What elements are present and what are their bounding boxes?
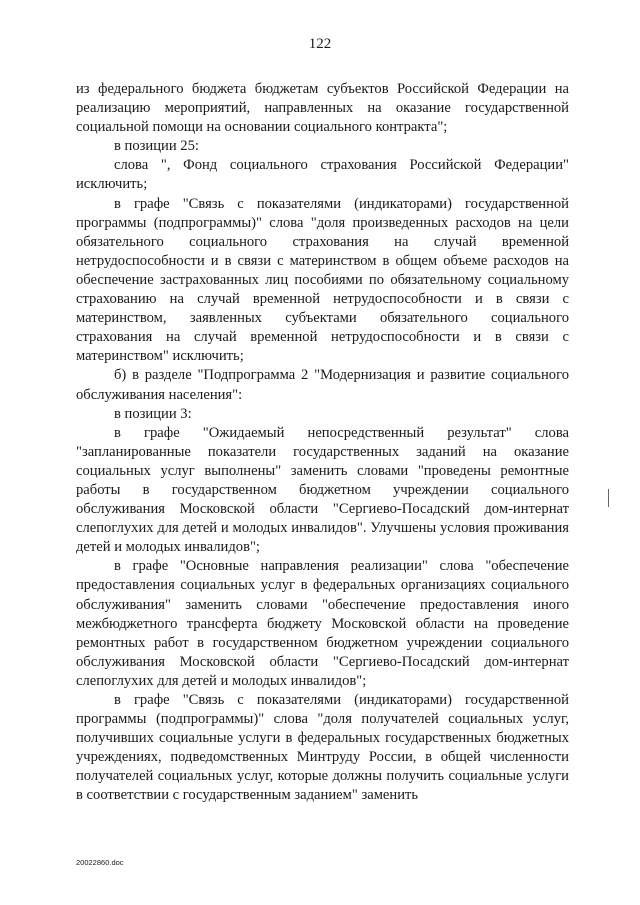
paragraph: в позиции 3: — [114, 405, 192, 422]
paragraph: в позиции 25: — [114, 138, 199, 155]
footer-filename: 20022860.doc — [76, 858, 124, 867]
paragraph: б) в разделе "Подпрограмма 2 "Модернизация и развитие социального обслуживания населения": — [76, 367, 569, 403]
paragraph: в графе "Связь с показателями (индикаторами) государственной программы (подпрограммы)" слова "доля получателей социальных услуг, получивших социальные услуги в федеральных государственных бюджетных учреждениях, подведомственных Минтруду России, в общей численности получателей социальных услуг, которые должны получить социальные услуги в соответствии с государственным заданием" заменить — [76, 692, 569, 804]
paragraph: слова ", Фонд социального страхования Российской Федерации" исключить; — [76, 157, 569, 193]
paragraph: из федерального бюджета бюджетам субъектов Российской Федерации на реализацию мероприятий, направленных на оказание государственной социальной помощи на основании социального контракта"; — [76, 81, 569, 136]
document-body — [76, 80, 569, 806]
margin-mark — [608, 489, 609, 507]
paragraph: в графе "Ожидаемый непосредственный результат" слова "запланированные показатели государственных заданий на оказание социальных услуг выполнены" заменить словами "проведены ремонтные работы в государственном бюджетном учреждении социального обслуживания Московской области "Сергиево-Посадский дом-интернат слепоглухих для детей и молодых инвалидов". Улучшены условия проживания детей и молодых инвалидов"; — [76, 424, 569, 556]
paragraph: в графе "Основные направления реализации" слова "обеспечение предоставления социальных услуг в федеральных организациях социального обслуживания" заменить словами "обеспечение предоставления иного межбюджетного трансферта бюджету Московской области на проведение ремонтных работ в государственном бюджетном учреждении социального обслуживания Московской области "Сергиево-Посадский дом-интернат слепоглухих для детей и молодых инвалидов"; — [76, 558, 569, 689]
page-number: 122 — [308, 36, 332, 52]
paragraph: в графе "Связь с показателями (индикаторами) государственной программы (подпрограммы)" слова "доля произведенных расходов на цели обязательного социального страхования на случай временной нетрудоспособности и в связи с материнством в общем объеме расходов на обеспечение застрахованных лиц пособиями по обязательному социальному страхованию на случай временной нетрудоспособности и в связи с материнством, заявленных субъектами обязательного социального страхования на случай временной нетрудоспособности и в связи с материнством" исключить; — [76, 195, 569, 365]
